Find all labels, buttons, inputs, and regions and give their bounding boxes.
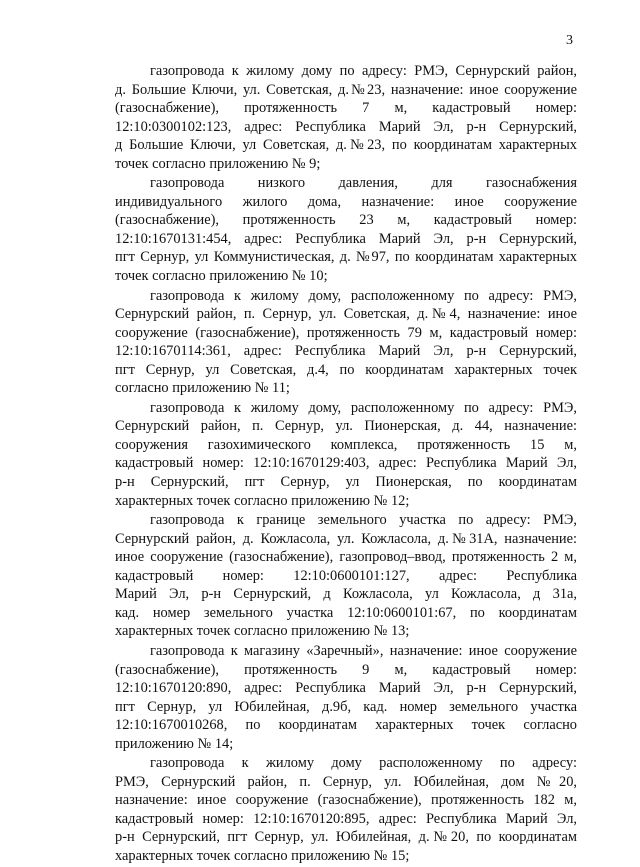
paragraph [115, 287, 577, 398]
text-line: кадастровый номер: 12:10:1670129:403, адрес: Республика Марий Эл, [115, 455, 577, 472]
text-line: газопровода к жилому дому по адресу: РМЭ, Сернурский район, [150, 63, 577, 79]
text-line: газопровода к жилому дому расположенному по адресу: [150, 755, 577, 772]
paragraph [115, 174, 577, 285]
text-line: сооружения газохимического комплекса, протяженность 15 м, [115, 436, 577, 453]
paragraph [115, 642, 577, 753]
text-line: пгт Сернур, ул Юбилейная, д.9б, кад. номер земельного участка [115, 698, 577, 715]
text-line: кадастровый номер: 12:10:0600101:127, адрес: Республика [115, 567, 577, 584]
text-line: д Большие Ключи, ул Советская, д.№23, по координатам характерных [115, 137, 577, 154]
text-line: пгт Сернур, ул Советская, д.4, по координатам характерных точек [115, 361, 577, 378]
text-line: точек согласно приложению № 10; [115, 268, 328, 285]
paragraph [115, 399, 577, 510]
text-line: Марий Эл, р-н Сернурский, д Кожласола, ул Кожласола, д 31а, [115, 586, 577, 603]
paragraph [115, 511, 577, 641]
text-line: Сернурский район, п. Сернур, ул. Советская, д.№4, назначение: иное [115, 306, 577, 323]
text-line: 12:10:0300102:123, адрес: Республика Марий Эл, р-н Сернурский, [115, 118, 577, 135]
text-line: характерных точек согласно приложению № 13; [115, 623, 410, 640]
text-line: газопровода к магазину «Заречный», назначение: иное сооружение [150, 642, 577, 659]
text-line: газопровода к жилому дому, расположенному по адресу: РМЭ, [150, 399, 577, 416]
text-line: характерных точек согласно приложению № 15; [115, 847, 410, 864]
text-line: (газоснабжение), протяженность 7 м, кадастровый номер: [115, 100, 577, 117]
text-line: газопровода к жилому дому, расположенному по адресу: РМЭ, [150, 287, 577, 304]
text-line: приложению № 14; [115, 735, 234, 752]
text-line: точек согласно приложению № 9; [115, 155, 321, 172]
paragraph [115, 754, 577, 865]
text-line: газопровода низкого давления, для газоснабжения [150, 175, 577, 192]
text-line: р-н Сернурский, пгт Сернур, ул Пионерская, по координатам [115, 474, 577, 491]
text-line: д. Большие Ключи, ул. Советская, д.№23, назначение: иное сооружение [115, 81, 577, 98]
text-line: Сернурский район, п. Сернур, ул. Пионерская, д. 44, назначение: [115, 418, 577, 435]
text-line: согласно приложению № 11; [115, 380, 290, 397]
text-line: назначение: иное сооружение (газоснабжение), протяженность 182 м, [115, 792, 577, 809]
text-line: иное сооружение (газоснабжение), газопровод–ввод, протяженность 2 м, [115, 549, 577, 566]
text-line: 12:10:1670131:454, адрес: Республика Марий Эл, р-н Сернурский, [115, 230, 577, 247]
page-number: 3 [566, 33, 573, 48]
text-line: РМЭ, Сернурский район, п. Сернур, ул. Юбилейная, дом №20, [115, 773, 577, 790]
text-line: 12:10:1670010268, по координатам характерных точек согласно [115, 717, 577, 734]
text-line: 12:10:1670120:890, адрес: Республика Марий Эл, р-н Сернурский, [115, 680, 577, 697]
text-line: р-н Сернурский, пгт Сернур, ул. Юбилейная, д.№20, по координатам [115, 829, 577, 846]
text-line: (газоснабжение), протяженность 9 м, кадастровый номер: [115, 661, 577, 678]
text-line: (газоснабжение), протяженность 23 м, кадастровый номер: [115, 212, 577, 229]
text-line: Сернурский район, д. Кожласола, ул. Кожласола, д.№31А, назначение: [115, 530, 577, 547]
text-line: индивидуального жилого дома, назначение: иное сооружение [115, 193, 577, 210]
text-line: пгт Сернур, ул Коммунистическая, д. №97, по координатам характерных [115, 249, 577, 266]
text-line: характерных точек согласно приложению № 12; [115, 492, 410, 509]
text-line: кадастровый номер: 12:10:1670120:895, адрес: Республика Марий Эл, [115, 810, 577, 827]
paragraph [115, 62, 577, 173]
text-line: газопровода к границе земельного участка по адресу: РМЭ, [150, 512, 577, 529]
text-line: 12:10:1670114:361, адрес: Республика Марий Эл, р-н Сернурский, [115, 343, 577, 360]
text-line: сооружение (газоснабжение), протяженность 79 м, кадастровый номер: [115, 324, 577, 341]
text-line: кад. номер земельного участка 12:10:0600101:67, по координатам [115, 604, 577, 621]
body-text [115, 62, 577, 867]
